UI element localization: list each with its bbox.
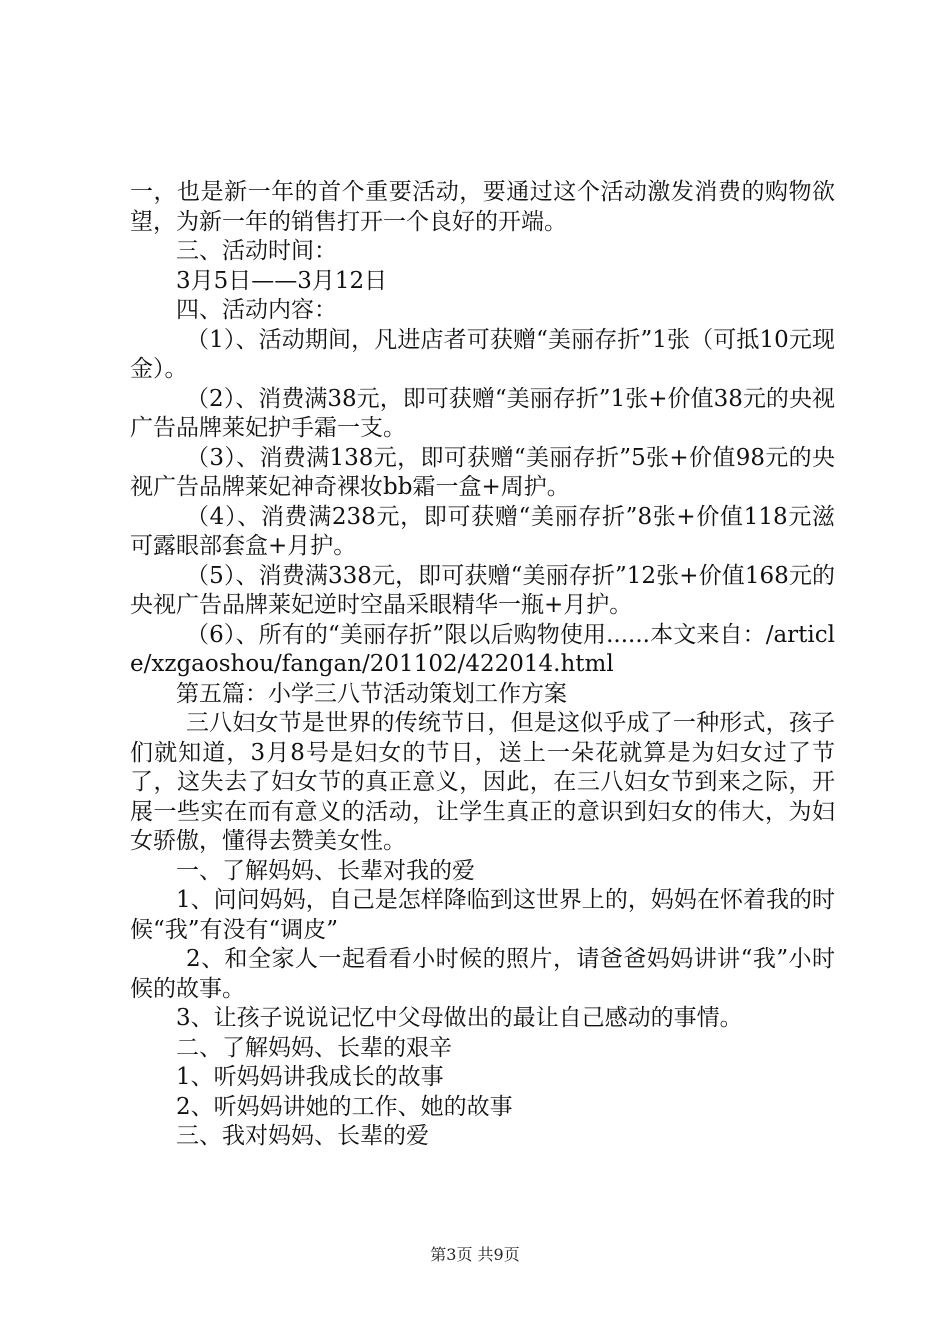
paragraph-18: 2、听妈妈讲她的工作、她的故事 [176, 1093, 513, 1120]
paragraph-1: 三、活动时间： [176, 238, 337, 264]
paragraph-12: 一、了解妈妈、长辈对我的爱 [176, 857, 475, 884]
paragraph-6: （3）、消费满138元，即可获赠“美丽存折”5张+价值98元的央视广告品牌莱妃神奇裸妆bb霜一盒+周护。 [130, 444, 835, 500]
paragraph-16: 二、了解妈妈、长辈的艰辛 [176, 1034, 452, 1061]
paragraph-4: （1）、活动期间，凡进店者可获赠“美丽存折”1张（可抵10元现金）。 [130, 326, 835, 382]
paragraph-17: 1、听妈妈讲我成长的故事 [176, 1064, 444, 1090]
paragraph-11: 三八妇女节是世界的传统节日，但是这似乎成了一种形式，孩子们就知道，3月8号是妇女的节日，送上一朵花就算是为妇女过了节了，这失去了妇女节的真正意义，因此，在三八妇女节到来之际，开展一些实在而有意义的活动，让学生真正的意识到妇女的伟大，为妇女骄傲，懂得去赞美女性。 [130, 710, 835, 854]
paragraph-2: 3月5日——3月12日 [176, 267, 388, 294]
paragraph-9: （6）、所有的“美丽存折”限以后购物使用......本文来自：/article/xzgaoshou/fangan/201102/422014.html [130, 621, 835, 677]
paragraph-5: （2）、消费满38元，即可获赠“美丽存折”1张+价值38元的央视广告品牌莱妃护手霜一支。 [130, 385, 835, 441]
paragraph-13: 1、问问妈妈，自己是怎样降临到这世界上的，妈妈在怀着我的时候“我”有没有“调皮” [130, 887, 835, 943]
section-heading-5: 第五篇：小学三八节活动策划工作方案 [176, 680, 567, 707]
paragraph-3: 四、活动内容： [176, 297, 337, 323]
document-body [130, 178, 835, 1152]
paragraph-8: （5）、消费满338元，即可获赠“美丽存折”12张+价值168元的央视广告品牌莱妃逆时空晶采眼精华一瓶+月护。 [130, 562, 835, 618]
page-number-footer: 第3页 共9页 [430, 1245, 520, 1264]
paragraph-14: 2、和全家人一起看看小时候的照片，请爸爸妈妈讲讲“我”小时候的故事。 [130, 946, 835, 1002]
paragraph-7: （4）、消费满238元，即可获赠“美丽存折”8张+价值118元滋可露眼部套盒+月护。 [130, 503, 835, 559]
paragraph-19: 三、我对妈妈、长辈的爱 [176, 1123, 429, 1149]
paragraph-15: 3、让孩子说说记忆中父母做出的最让自己感动的事情。 [176, 1005, 743, 1031]
paragraph-0: 一，也是新一年的首个重要活动，要通过这个活动激发消费的购物欲望，为新一年的销售打开一个良好的开端。 [130, 179, 835, 235]
